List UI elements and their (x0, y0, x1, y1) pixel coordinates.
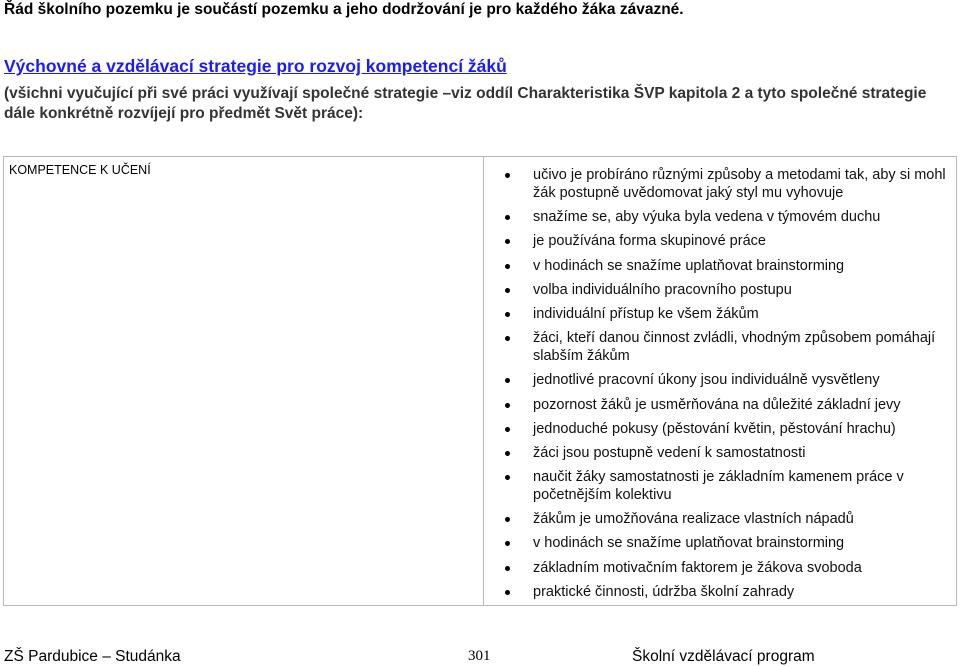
bullet-dot-icon (505, 264, 510, 269)
bullet-text: žákům je umožňována realizace vlastních nápadů (533, 511, 854, 528)
bullet-text: v hodinách se snažíme uplatňovat brainstorming (533, 535, 845, 552)
bullet-text: základním motivačním faktorem je žákova svoboda (533, 559, 862, 576)
bullet-dot-icon (505, 336, 510, 341)
bullet-text: volba individuálního pracovního postupu (533, 281, 792, 298)
bullet-item (503, 396, 953, 414)
footer-page-number: 301 (468, 648, 491, 664)
strategy-intro: (všichni vyučující při své práci využívají společné strategie –viz oddíl Charakteristika ŠVP kapitola 2 a tyto společné strategie dále konkrétně rozvíjejí pro předmět Svět práce): (4, 85, 927, 122)
bullet-item (503, 559, 953, 577)
bullet-text: učivo je probíráno různými způsoby a metodami tak, aby si mohl žák postupně uvědomovat jaký styl mu vyhovuje (533, 167, 946, 201)
bullet-dot-icon (505, 312, 510, 317)
bullet-text: jednotlivé pracovní úkony jsou individuálně vysvětleny (533, 372, 880, 389)
competence-label: KOMPETENCE K UČENÍ (9, 163, 151, 177)
bullet-dot-icon (505, 403, 510, 408)
bullet-item (503, 583, 953, 601)
bullet-item (503, 281, 953, 299)
bullet-item (503, 371, 953, 389)
bullet-text: je používána forma skupinové práce (533, 233, 766, 250)
bullet-text: žáci, kteří danou činnost zvládli, vhodným způsobem pomáhají slabším žákům (533, 330, 936, 365)
bullet-item (503, 208, 953, 226)
bullet-text: žáci jsou postupně vedení k samostatnosti (533, 444, 806, 461)
bullet-dot-icon (505, 288, 510, 293)
bullet-dot-icon (505, 451, 510, 456)
footer-program: Školní vzdělávací program (632, 648, 815, 665)
bullet-dot-icon (505, 173, 510, 178)
bullet-dot-icon (505, 541, 510, 546)
bullet-dot-icon (505, 427, 510, 432)
bullet-dot-icon (505, 590, 510, 595)
bullet-dot-icon (505, 378, 510, 383)
bullet-text: praktické činnosti, údržba školní zahrady (533, 583, 795, 600)
bullet-item (503, 534, 953, 552)
bullet-item (503, 305, 953, 323)
bullet-text: v hodinách se snažíme uplatňovat brainstorming (533, 257, 845, 274)
bullet-dot-icon (505, 475, 510, 480)
strategy-heading: Výchovné a vzdělávací strategie pro rozvoj kompetencí žáků (4, 56, 507, 76)
column-divider (483, 157, 484, 605)
bullet-text: jednoduché pokusy (pěstování květin, pěstování hrachu) (533, 420, 896, 437)
bullet-item (503, 257, 953, 275)
footer-school: ZŠ Pardubice – Studánka (4, 648, 181, 665)
bullet-dot-icon (505, 215, 510, 220)
bullet-dot-icon (505, 239, 510, 244)
bullet-dot-icon (505, 517, 510, 522)
bullet-item (503, 420, 953, 438)
bullet-text: pozornost žáků je usměrňována na důležité základní jevy (533, 396, 901, 413)
bullet-text: individuální přístup ke všem žákům (533, 305, 759, 322)
bullet-item (503, 510, 953, 528)
bullet-text: naučit žáky samostatnosti je základním kamenem práce v početnějším kolektivu (533, 469, 904, 504)
bullet-text: snažíme se, aby výuka byla vedena v týmovém duchu (533, 209, 881, 226)
bullet-item (503, 329, 953, 365)
strategy-bullet-list (503, 166, 953, 607)
bullet-item (503, 468, 953, 504)
bullet-item (503, 444, 953, 462)
school-garden-rule: Řád školního pozemku je součástí pozemku a jeho dodržování je pro každého žáka závazné. (4, 1, 684, 18)
bullet-item (503, 166, 953, 202)
bullet-dot-icon (505, 566, 510, 571)
bullet-item (503, 232, 953, 250)
